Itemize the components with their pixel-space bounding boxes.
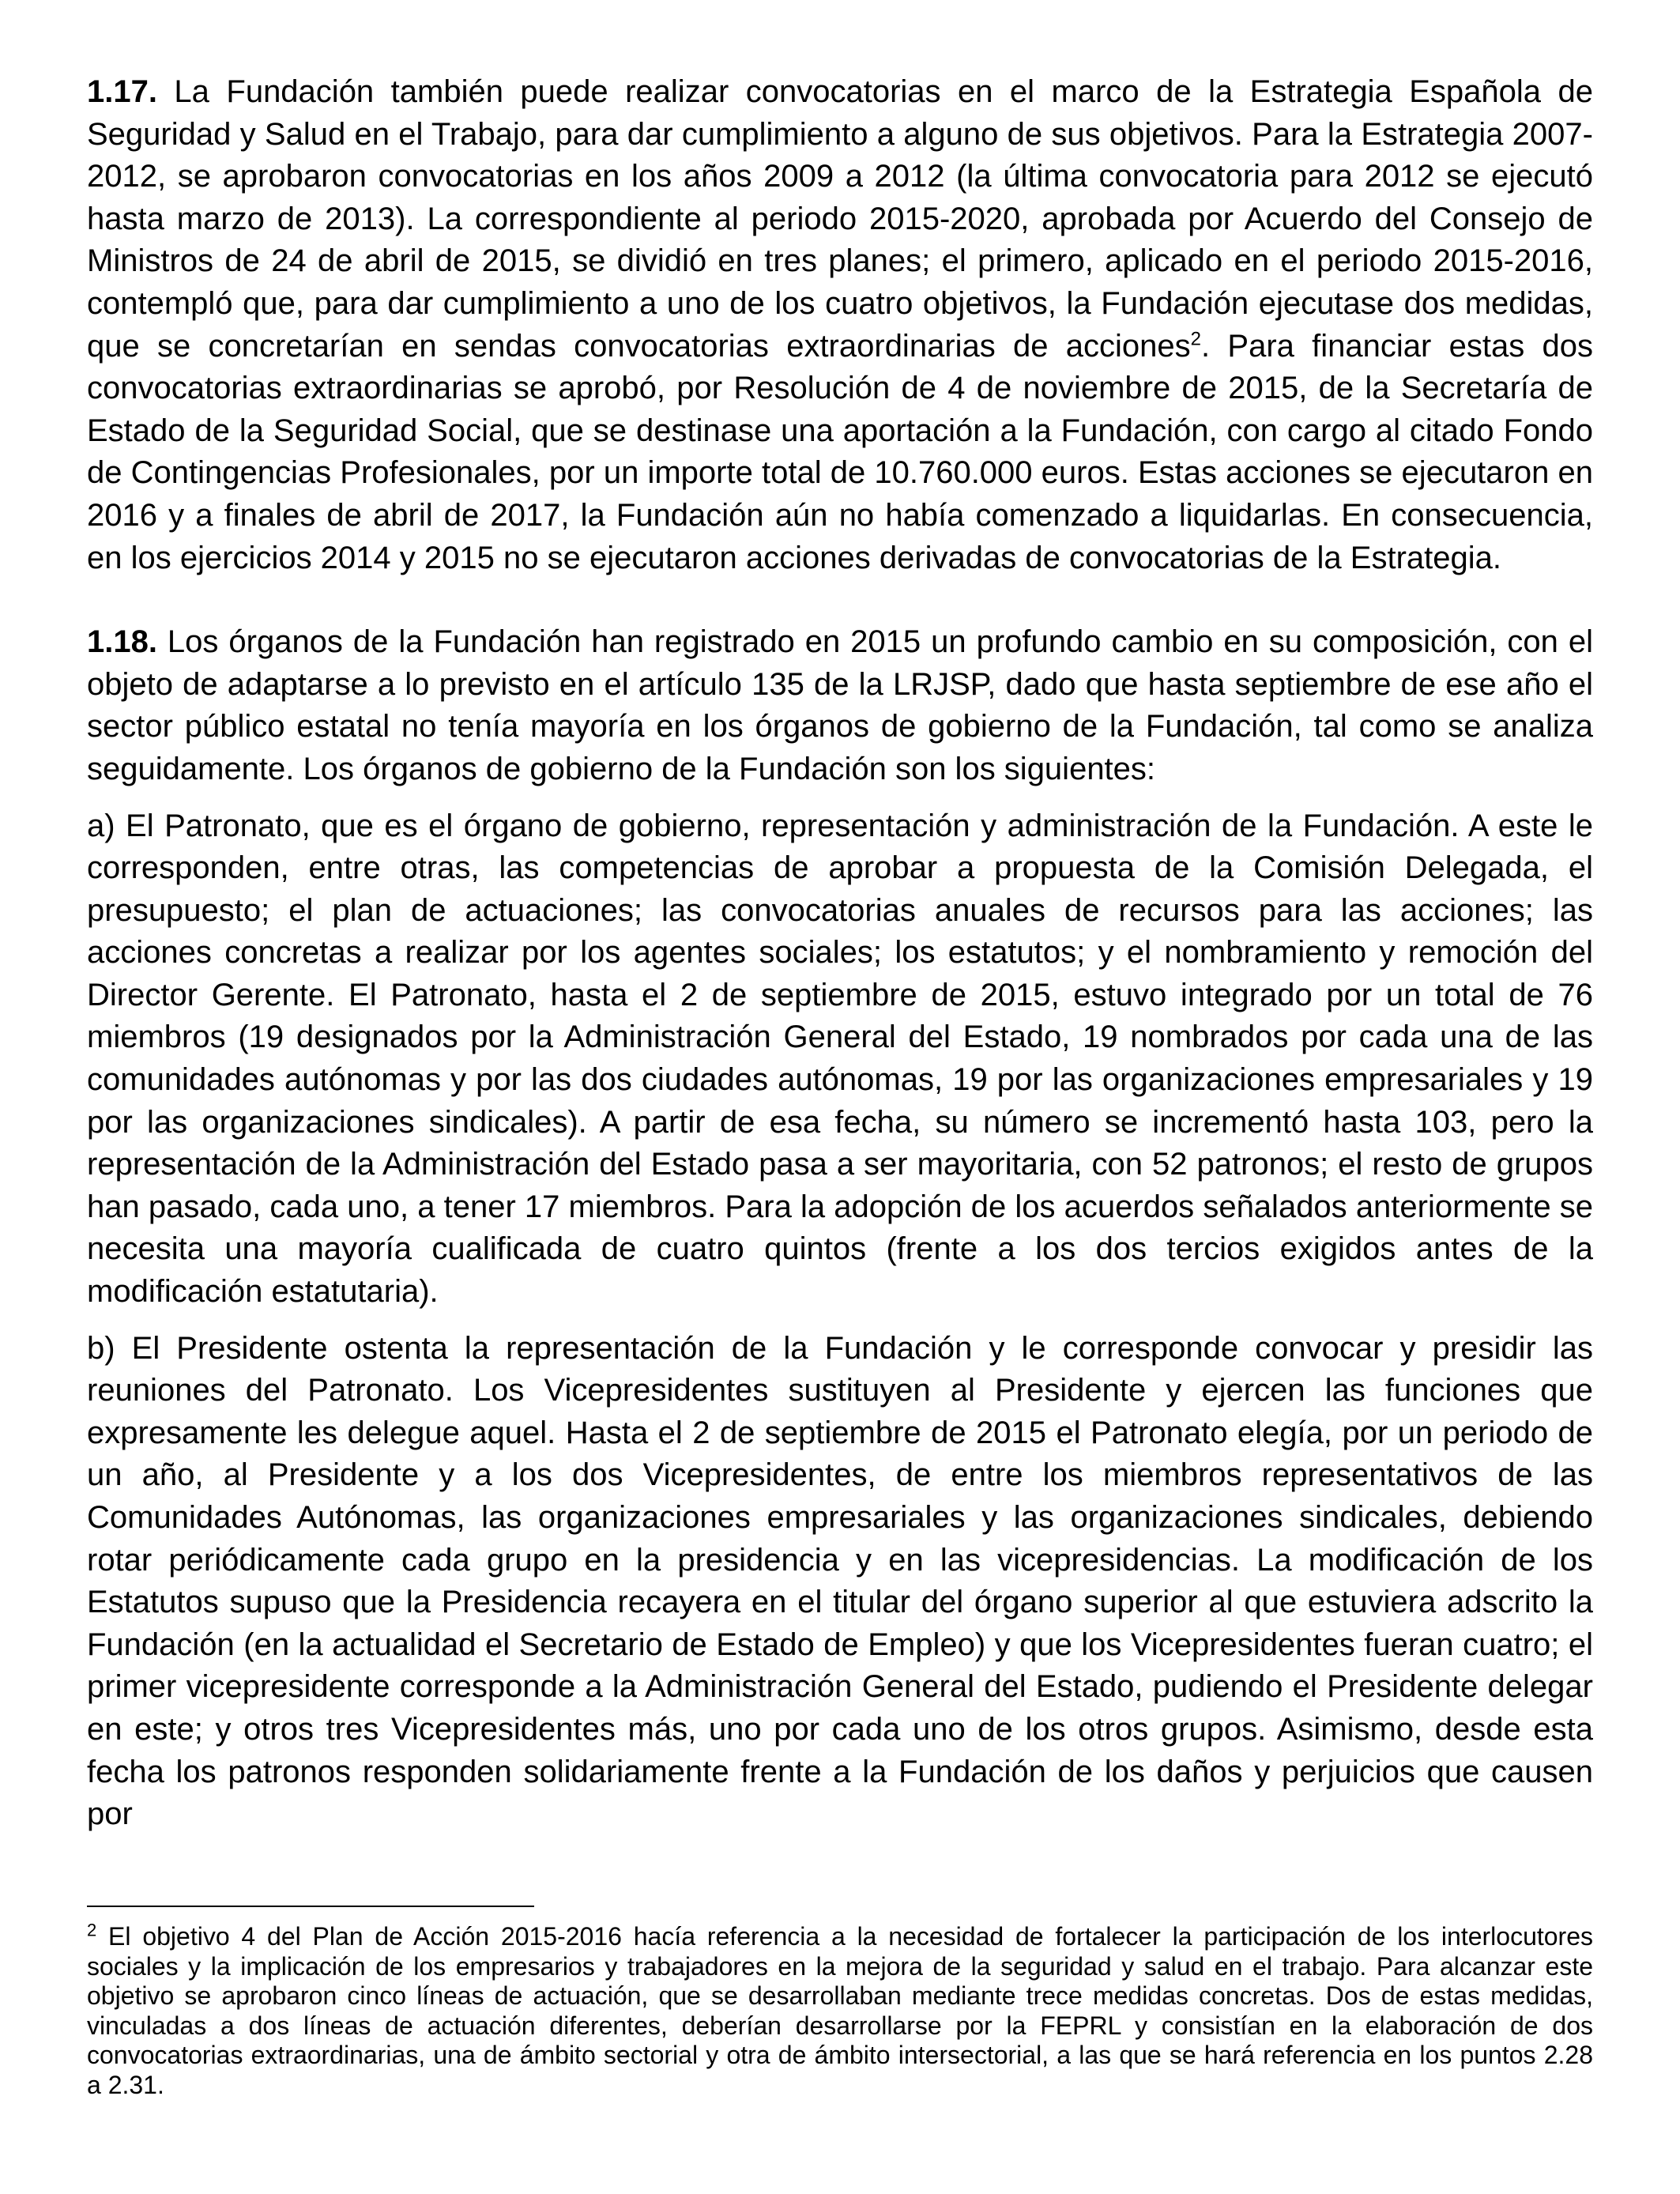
paragraph-1-17-text-b: . Para financiar estas dos convocatorias extraordinarias se aprobó, por Resolución de 4 de noviembre de 2015, de la Secretaría de Estado de la Seguridad Social, que se destinase una aportación a la Fundación, con cargo al citado Fondo de Contingencias Profesionales, por un importe total de 10.760.000 euros. Estas acciones se ejecutaron en 2016 y a finales de abril de 2017, la Fundación aún no había comenzado a liquidarlas. En consecuencia, en los ejercicios 2014 y 2015 no se ejecutaron acciones derivadas de convocatorias de la Estrategia. bbox=[87, 328, 1593, 575]
paragraph-1-17-text-a: La Fundación también puede realizar convocatorias en el marco de la Estrategia Española de Seguridad y Salud en el Trabajo, para dar cumplimiento a alguno de sus objetivos. Para la Estrategia 2007-2012, se aprobaron convocatorias en los años 2009 a 2012 (la última convocatoria para 2012 se ejecutó hasta marzo de 2013). La correspondiente al periodo 2015-2020, aprobada por Acuerdo del Consejo de Ministros de 24 de abril de 2015, se dividió en tres planes; el primero, aplicado en el periodo 2015-2016, contempló que, para dar cumplimiento a uno de los cuatro objetivos, la Fundación ejecutase dos medidas, que se concretarían en sendas convocatorias extraordinarias de acciones bbox=[87, 74, 1593, 364]
page-body bbox=[87, 71, 1593, 1836]
list-item-b-presidente: b) El Presidente ostenta la representación de la Fundación y le corresponde convocar y presidir las reuniones del Patronato. Los Vicepresidentes sustituyen al Presidente y ejercen las funciones que expresamente les delegue aquel. Hasta el 2 de septiembre de 2015 el Patronato elegía, por un periodo de un año, al Presidente y a los dos Vicepresidentes, de entre los miembros representativos de las Comunidades Autónomas, las organizaciones empresariales y las organizaciones sindicales, debiendo rotar periódicamente cada grupo en la presidencia y en las vicepresidencias. La modificación de los Estatutos supuso que la Presidencia recayera en el titular del órgano superior al que estuviera adscrito la Fundación (en la actualidad el Secretario de Estado de Empleo) y que los Vicepresidentes fueran cuatro; el primer vicepresidente corresponde a la Administración General del Estado, pudiendo el Presidente delegar en este; y otros tres Vicepresidentes más, uno por cada uno de los otros grupos. Asimismo, desde esta fecha los patronos responden solidariamente frente a la Fundación de los daños y perjuicios que causen por bbox=[87, 1330, 1593, 1832]
list-item-a-patronato: a) El Patronato, que es el órgano de gobierno, representación y administración de la Fundación. A este le corresponden, entre otras, las competencias de aprobar a propuesta de la Comisión Delegada, el presupuesto; el plan de actuaciones; las convocatorias anuales de recursos para las acciones; las acciones concretas a realizar por los agentes sociales; los estatutos; y el nombramiento y remoción del Director Gerente. El Patronato, hasta el 2 de septiembre de 2015, estuvo integrado por un total de 76 miembros (19 designados por la Administración General del Estado, 19 nombrados por cada una de las comunidades autónomas y por las dos ciudades autónomas, 19 por las organizaciones empresariales y 19 por las organizaciones sindicales). A partir de esa fecha, su número se incrementó hasta 103, pero la representación de la Administración del Estado pasa a ser mayoritaria, con 52 patronos; el resto de grupos han pasado, cada uno, a tener 17 miembros. Para la adopción de los acuerdos señalados anteriormente se necesita una mayoría cualificada de cuatro quintos (frente a los dos tercios exigidos antes de la modificación estatutaria). bbox=[87, 808, 1593, 1310]
footnote-marker: 2 bbox=[87, 1920, 97, 1940]
footnote-2 bbox=[87, 1922, 1593, 2101]
section-number-1-18: 1.18. bbox=[87, 624, 157, 660]
footnote-area bbox=[87, 1922, 1593, 2101]
paragraph-1-17 bbox=[87, 71, 1593, 579]
paragraph-1-18-intro: Los órganos de la Fundación han registrado en 2015 un profundo cambio en su composición, con el objeto de adaptarse a lo previsto en el artículo 135 de la LRJSP, dado que hasta septiembre de ese año el sector público estatal no tenía mayoría en los órganos de gobierno de la Fundación, tal como se analiza seguidamente. Los órganos de gobierno de la Fundación son los siguientes: bbox=[87, 624, 1593, 786]
footnote-reference[interactable]: 2 bbox=[1190, 328, 1202, 350]
footnote-text: El objetivo 4 del Plan de Acción 2015-2016 hacía referencia a la necesidad de fortalecer la participación de los interlocutores sociales y la implicación de los empresarios y trabajadores en la mejora de la seguridad y salud en el trabajo. Para alcanzar este objetivo se aprobaron cinco líneas de actuación, que se desarrollaban mediante trece medidas concretas. Dos de estas medidas, vinculadas a dos líneas de actuación diferentes, deberían desarrollarse por la FEPRL y consistían en la elaboración de dos convocatorias extraordinarias, una de ámbito sectorial y otra de ámbito intersectorial, a las que se hará referencia en los puntos 2.28 a 2.31. bbox=[87, 1922, 1593, 2099]
footnote-separator bbox=[87, 1906, 534, 1907]
paragraph-1-18 bbox=[87, 621, 1593, 790]
section-number-1-17: 1.17. bbox=[87, 74, 157, 109]
